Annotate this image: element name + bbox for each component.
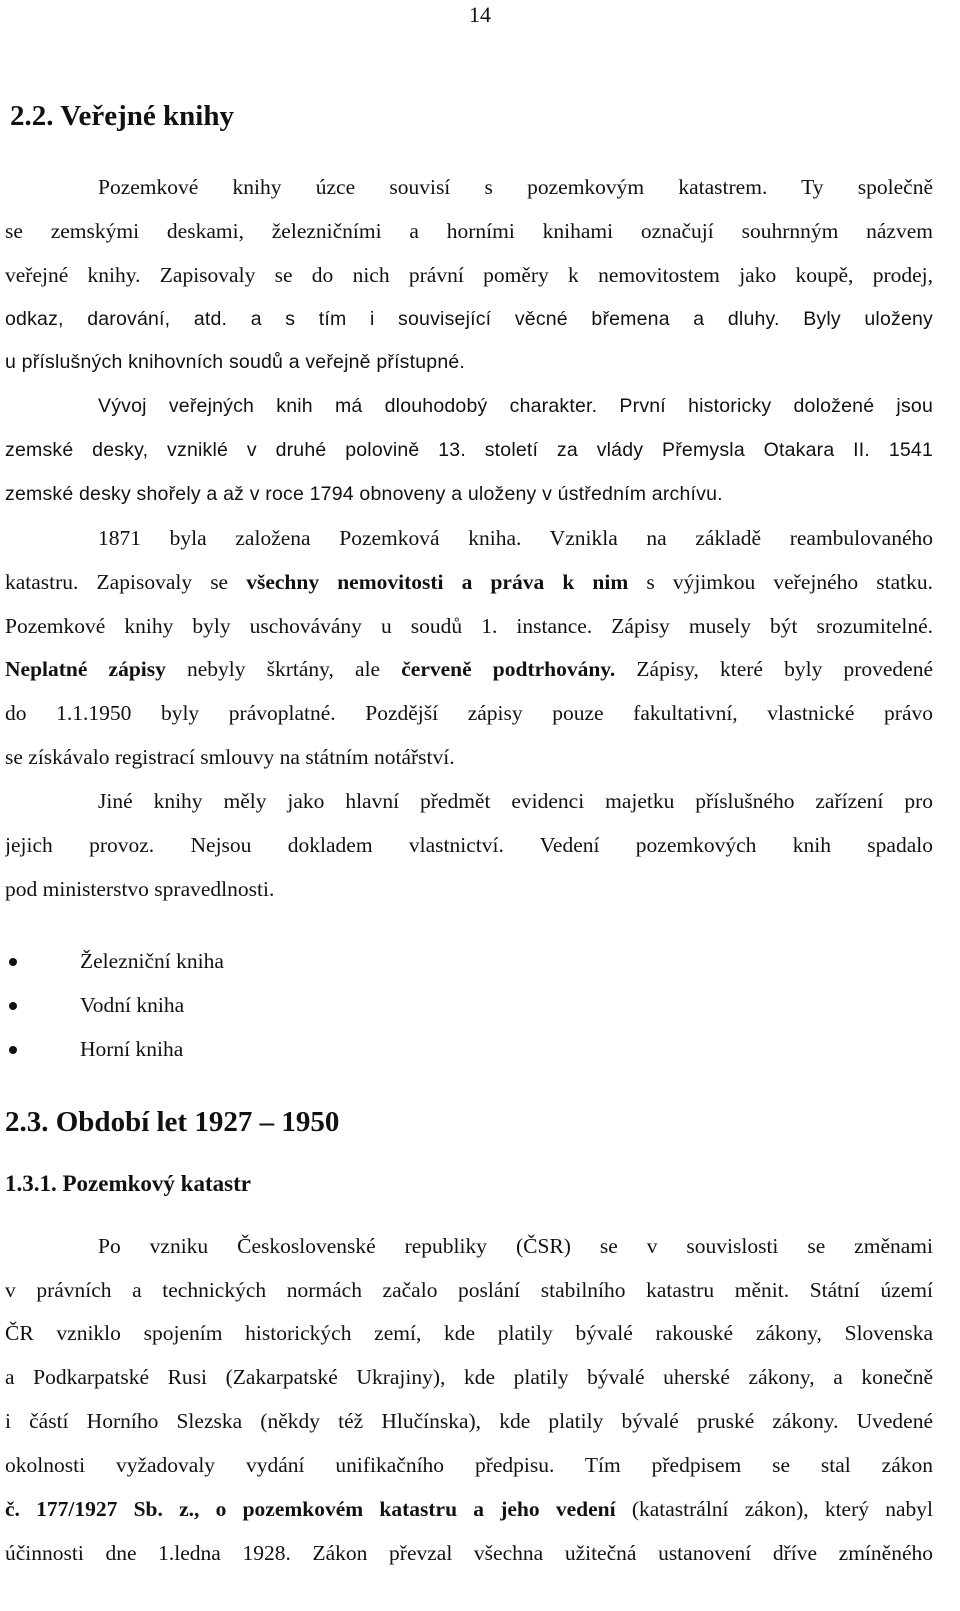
paragraph-line: pod ministerstvo spravedlnosti. bbox=[5, 877, 275, 901]
emphasis-text: červeně podtrhovány. bbox=[401, 657, 616, 681]
paragraph-line: se zemskými deskami, železničními a horními knihami označují souhrnným názvem bbox=[5, 219, 933, 243]
list-item-label: Železniční kniha bbox=[80, 949, 224, 973]
paragraph-line: účinnosti dne 1.ledna 1928. Zákon převzal všechna užitečná ustanovení dříve zmíněného bbox=[5, 1541, 933, 1565]
section-heading-2-2: 2.2. Veřejné knihy bbox=[10, 100, 234, 132]
emphasis-text: všechny nemovitosti a práva k nim bbox=[246, 570, 629, 594]
text-run: (katastrální zákon), který nabyl bbox=[615, 1497, 933, 1521]
list-item-label: Horní kniha bbox=[80, 1037, 184, 1061]
page-number: 14 bbox=[469, 2, 491, 27]
paragraph-line: i částí Horního Slezska (někdy též Hlučínska), kde platily bývalé pruské zákony. Uvedené bbox=[5, 1409, 933, 1433]
text-run: nebyly škrtány, ale bbox=[165, 657, 402, 681]
paragraph-line: okolnosti vyžadovaly vydání unifikačního předpisu. Tím předpisem se stal zákon bbox=[5, 1453, 933, 1477]
subsection-heading-1-3-1: 1.3.1. Pozemkový katastr bbox=[5, 1171, 251, 1196]
paragraph-line: jejich provoz. Nejsou dokladem vlastnictví. Vedení pozemkových knih spadalo bbox=[5, 833, 933, 857]
paragraph-line: Pozemkové knihy byly uschovávány u soudů 1. instance. Zápisy musely být srozumitelné. bbox=[5, 614, 933, 638]
paragraph-line: 1871 byla založena Pozemková kniha. Vznikla na základě reambulovaného bbox=[98, 526, 933, 550]
paragraph-line: veřejné knihy. Zapisovaly se do nich právní poměry k nemovitostem jako koupě, prodej, bbox=[5, 263, 933, 287]
bullet-icon bbox=[9, 958, 17, 966]
emphasis-text: č. 177/1927 Sb. z., o pozemkovém katastru a jeho vedení bbox=[5, 1497, 616, 1521]
emphasis-text: Neplatné zápisy bbox=[5, 657, 166, 681]
paragraph-line: se získávalo registrací smlouvy na státním notářství. bbox=[5, 745, 455, 769]
paragraph-line: Pozemkové knihy úzce souvisí s pozemkovým katastrem. Ty společně bbox=[98, 175, 933, 199]
paragraph-line: odkaz, darování, atd. a s tím i související věcné břemena a dluhy. Byly uloženy bbox=[5, 308, 933, 330]
bullet-icon bbox=[9, 1002, 17, 1010]
paragraph-line: Po vzniku Československé republiky (ČSR) se v souvislosti se změnami bbox=[98, 1234, 933, 1258]
text-run: Zápisy, které byly provedené bbox=[615, 657, 933, 681]
paragraph-line: v právních a technických normách začalo poslání stabilního katastru měnit. Státní území bbox=[5, 1278, 933, 1302]
paragraph-line bbox=[5, 654, 933, 684]
paragraph-line: a Podkarpatské Rusi (Zakarpatské Ukrajiny), kde platily bývalé uherské zákony, a konečně bbox=[5, 1365, 933, 1389]
paragraph-line: u příslušných knihovních soudů a veřejně přístupné. bbox=[5, 351, 466, 373]
bullet-icon bbox=[9, 1046, 17, 1054]
paragraph-line: ČR vzniklo spojením historických zemí, kde platily bývalé rakouské zákony, Slovenska bbox=[5, 1321, 933, 1345]
list-item-label: Vodní kniha bbox=[80, 993, 185, 1017]
paragraph-line: Vývoj veřejných knih má dlouhodobý charakter. První historicky doložené jsou bbox=[98, 395, 933, 417]
text-run: s výjimkou veřejného statku. bbox=[628, 570, 933, 594]
paragraph-line: zemské desky, vzniklé v druhé polovině 13. století za vlády Přemysla Otakara II. 1541 bbox=[5, 439, 933, 461]
text-run: katastru. Zapisovaly se bbox=[5, 570, 247, 594]
paragraph-line: Jiné knihy měly jako hlavní předmět evidenci majetku příslušného zařízení pro bbox=[98, 789, 933, 813]
paragraph-line bbox=[5, 1494, 933, 1524]
paragraph-line: zemské desky shořely a až v roce 1794 obnoveny a uloženy v ústředním archívu. bbox=[5, 483, 723, 505]
paragraph-line bbox=[5, 567, 933, 597]
paragraph-line: do 1.1.1950 byly právoplatné. Pozdější zápisy pouze fakultativní, vlastnické právo bbox=[5, 701, 933, 725]
section-heading-2-3: 2.3. Období let 1927 – 1950 bbox=[5, 1106, 340, 1138]
